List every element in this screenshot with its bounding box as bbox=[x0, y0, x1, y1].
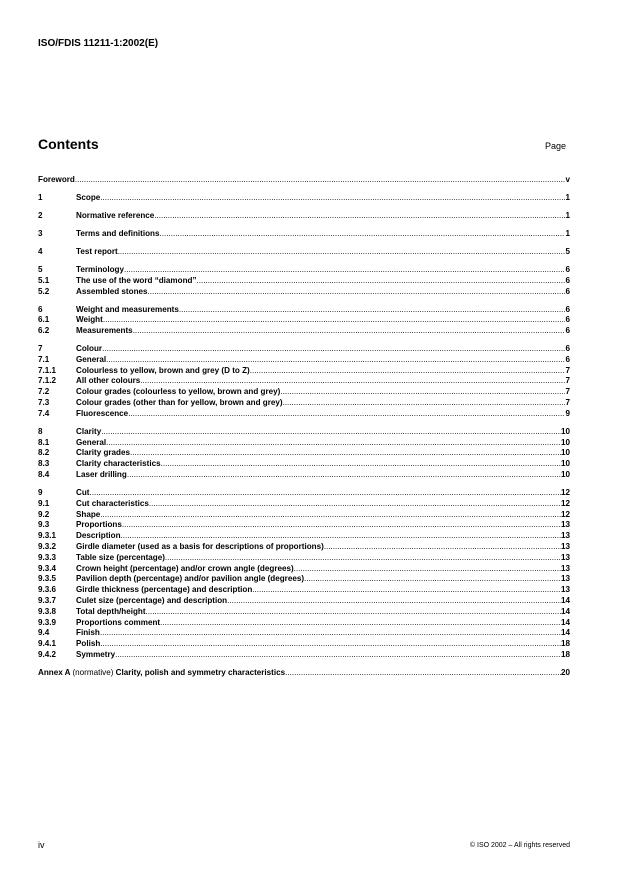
toc-entry[interactable] bbox=[38, 553, 570, 564]
toc-entry[interactable] bbox=[38, 499, 570, 510]
toc-entry-page: v bbox=[565, 175, 570, 184]
toc-entry-number: 9.3.1 bbox=[38, 531, 57, 541]
toc-entry-page: 6 bbox=[565, 286, 570, 296]
toc-entry[interactable] bbox=[38, 564, 570, 575]
leader-dots bbox=[161, 459, 561, 470]
toc-entry-page: 14 bbox=[560, 595, 570, 605]
toc-entry-page: 10 bbox=[560, 459, 570, 469]
leader-dots bbox=[89, 488, 561, 499]
toc-entry[interactable] bbox=[38, 427, 570, 438]
toc-entry-title: Proportions comment bbox=[76, 617, 161, 627]
toc-entry-title: Crown height (percentage) and/or crown angle (degrees) bbox=[76, 563, 294, 573]
toc-entry-title: Finish bbox=[76, 628, 100, 638]
toc-entry[interactable] bbox=[38, 488, 570, 499]
toc-entry-page: 10 bbox=[560, 426, 570, 436]
annex-label: Annex A bbox=[38, 667, 71, 677]
toc-entry-title: Colourless to yellow, brown and grey (D to Z) bbox=[76, 365, 250, 375]
toc-entry[interactable] bbox=[38, 247, 570, 258]
toc-entry-page: 13 bbox=[560, 520, 570, 530]
leader-dots bbox=[102, 344, 565, 355]
toc-entry[interactable] bbox=[38, 542, 570, 553]
toc-entry-number: 9.3.2 bbox=[38, 542, 57, 551]
toc-entry-number: 6.2 bbox=[38, 326, 50, 336]
toc-entry-title: General bbox=[76, 354, 107, 364]
toc-entry-number: 9.4.2 bbox=[38, 649, 57, 659]
toc-entry-page: 12 bbox=[560, 498, 570, 508]
toc-entry-number: 7.3 bbox=[38, 398, 50, 408]
toc-entry-number: 7.1 bbox=[38, 354, 50, 364]
toc-entry-title: Colour grades (colourless to yellow, brown and grey) bbox=[76, 387, 281, 397]
toc-entry-number: 2 bbox=[38, 210, 43, 220]
toc-entry-number: 7.2 bbox=[38, 387, 50, 397]
toc-entry-number: 1 bbox=[38, 192, 43, 202]
toc-entry-title: Table size (percentage) bbox=[76, 552, 165, 562]
toc-entry-title: General bbox=[76, 437, 107, 447]
toc-entry-title: Symmetry bbox=[76, 649, 116, 659]
toc-entry-number: 4 bbox=[38, 246, 43, 256]
toc-entry-page: 12 bbox=[560, 488, 570, 498]
toc-entry-page: 1 bbox=[565, 228, 570, 238]
leader-dots bbox=[127, 470, 561, 481]
toc-entry-title: All other colours bbox=[76, 376, 141, 386]
toc-entry[interactable] bbox=[38, 470, 570, 481]
toc-entry[interactable] bbox=[38, 585, 570, 596]
toc-entry-number: 9.3.9 bbox=[38, 617, 57, 627]
toc-entry-number: 6 bbox=[38, 304, 43, 314]
annex-kind: (normative) bbox=[72, 667, 114, 677]
toc-entry[interactable] bbox=[38, 344, 570, 355]
toc-entry[interactable] bbox=[38, 448, 570, 459]
toc-entry[interactable] bbox=[38, 409, 570, 420]
leader-dots bbox=[121, 531, 561, 542]
toc-entry-number: 9.3.8 bbox=[38, 606, 57, 616]
leader-dots bbox=[100, 193, 565, 204]
toc-entry-title: Polish bbox=[76, 639, 101, 649]
toc-entry-number: 8.1 bbox=[38, 437, 50, 447]
toc-entry-page: 14 bbox=[560, 606, 570, 616]
toc-entry-page: 18 bbox=[560, 649, 570, 659]
toc-entry-number: 9.3.4 bbox=[38, 563, 57, 573]
toc-entry-title: Terminology bbox=[76, 264, 124, 274]
toc-entry-page: 1 bbox=[565, 192, 570, 202]
document-id: ISO/FDIS 11211-1:2002(E) bbox=[38, 38, 159, 49]
leader-dots bbox=[154, 211, 565, 222]
leader-dots bbox=[146, 607, 561, 618]
toc-entry-title: Fluorescence bbox=[76, 408, 129, 418]
toc-entry-number: 5.1 bbox=[38, 275, 50, 285]
toc-entry[interactable] bbox=[38, 650, 570, 661]
leader-dots bbox=[160, 229, 566, 240]
toc-entry-page: 6 bbox=[565, 326, 570, 336]
toc-entry-page: 6 bbox=[565, 354, 570, 364]
toc-entry-page: 13 bbox=[560, 574, 570, 584]
leader-dots bbox=[118, 247, 566, 258]
leader-dots bbox=[140, 376, 565, 387]
toc-entry-title: Cut characteristics bbox=[76, 498, 149, 508]
toc-entry-number: 9.3.6 bbox=[38, 585, 57, 595]
toc-entry[interactable] bbox=[38, 211, 570, 222]
leader-dots bbox=[280, 387, 565, 398]
toc-entry-number: 6.1 bbox=[38, 315, 50, 325]
toc-entry-page: 13 bbox=[560, 552, 570, 562]
toc-entry[interactable] bbox=[38, 607, 570, 618]
toc-entry-title: Cut bbox=[76, 488, 90, 498]
toc-entry-number: 9.3 bbox=[38, 520, 50, 530]
toc-entry-number: 9 bbox=[38, 488, 43, 498]
toc-entry[interactable] bbox=[38, 574, 570, 585]
leader-dots bbox=[304, 574, 561, 585]
toc-entry-title: Measurements bbox=[76, 326, 133, 336]
leader-dots bbox=[179, 305, 566, 316]
toc-entry-number: 9.4 bbox=[38, 628, 50, 638]
annex-title bbox=[38, 668, 285, 679]
toc-entry-number: 9.3.7 bbox=[38, 595, 57, 605]
toc-entry-page: 1 bbox=[565, 210, 570, 220]
toc-entry[interactable] bbox=[38, 315, 570, 326]
toc-entry-number: 8 bbox=[38, 426, 43, 436]
leader-dots bbox=[103, 315, 566, 326]
toc-entry-title: Pavilion depth (percentage) and/or pavilion angle (degrees) bbox=[76, 574, 305, 584]
toc-entry[interactable] bbox=[38, 387, 570, 398]
toc-entry[interactable] bbox=[38, 265, 570, 276]
toc-entry[interactable] bbox=[38, 355, 570, 366]
toc-entry-number: 8.2 bbox=[38, 448, 50, 458]
toc-entry-number: 5.2 bbox=[38, 286, 50, 296]
toc-entry-page: 7 bbox=[565, 387, 570, 397]
toc-entry-title: Colour grades (other than for yellow, brown and grey) bbox=[76, 398, 283, 408]
toc-entry-number: 7.1.2 bbox=[38, 376, 57, 386]
toc-entry[interactable] bbox=[38, 376, 570, 387]
leader-dots bbox=[252, 585, 561, 596]
toc-entry-page: 18 bbox=[560, 639, 570, 649]
toc-entry-page: 5 bbox=[565, 246, 570, 256]
footer-page-number: iv bbox=[38, 840, 45, 850]
toc-entry-page: 6 bbox=[565, 264, 570, 274]
toc-entry-title: Colour bbox=[76, 344, 103, 354]
toc-entry-page: 13 bbox=[560, 542, 570, 551]
toc-entry[interactable] bbox=[38, 596, 570, 607]
toc-entry-title: Shape bbox=[76, 509, 101, 519]
toc-entry[interactable] bbox=[38, 639, 570, 650]
toc-entry-title: Terms and definitions bbox=[76, 228, 160, 238]
leader-dots bbox=[324, 542, 561, 553]
toc-entry-title: Girdle diameter (used as a basis for descriptions of proportions) bbox=[76, 542, 324, 551]
toc-entry-page: 13 bbox=[560, 531, 570, 541]
toc-entry[interactable] bbox=[38, 438, 570, 449]
toc-entry-title: Weight bbox=[76, 315, 103, 325]
leader-dots bbox=[100, 628, 561, 639]
toc-entry-annex-a[interactable] bbox=[38, 668, 570, 679]
toc-entry-number: 8.3 bbox=[38, 459, 50, 469]
toc-entry-title: Total depth/height bbox=[76, 606, 146, 616]
toc-entry[interactable] bbox=[38, 628, 570, 639]
toc-entry-title: Normative reference bbox=[76, 210, 155, 220]
leader-dots bbox=[227, 596, 561, 607]
toc-entry[interactable] bbox=[38, 366, 570, 377]
toc-entry-page: 7 bbox=[565, 376, 570, 386]
leader-dots bbox=[128, 409, 565, 420]
toc-entry[interactable] bbox=[38, 193, 570, 204]
toc-entry-title: Scope bbox=[76, 192, 101, 202]
toc-entry-page: 9 bbox=[565, 408, 570, 418]
toc-entry-page: 14 bbox=[560, 628, 570, 638]
toc-entry-number: 5 bbox=[38, 264, 43, 274]
toc-entry-page: 10 bbox=[560, 448, 570, 458]
toc-entry-title: Description bbox=[76, 531, 121, 541]
toc-entry-title: Clarity bbox=[76, 426, 102, 436]
leader-dots bbox=[133, 326, 566, 337]
toc-entry-page: 7 bbox=[565, 398, 570, 408]
toc-entry-title: Laser drilling bbox=[76, 470, 127, 480]
toc-entry-page: 10 bbox=[560, 470, 570, 480]
toc-entry-title: Girdle thickness (percentage) and description bbox=[76, 585, 253, 595]
toc-entry-title: Clarity characteristics bbox=[76, 459, 161, 469]
toc-entry[interactable] bbox=[38, 398, 570, 409]
toc-entry-page: 6 bbox=[565, 304, 570, 314]
toc-entry-number: 3 bbox=[38, 228, 43, 238]
toc-entry-title: Weight and measurements bbox=[76, 304, 179, 314]
toc-entry-title: Proportions bbox=[76, 520, 122, 530]
toc-entry-title: Foreword bbox=[38, 175, 75, 184]
leader-dots bbox=[124, 265, 566, 276]
toc-entry-title: Clarity grades bbox=[76, 448, 130, 458]
toc-entry-number: 7 bbox=[38, 344, 43, 354]
leader-dots bbox=[148, 287, 566, 298]
annex-page: 20 bbox=[560, 667, 570, 677]
toc-entry[interactable] bbox=[38, 531, 570, 542]
leader-dots bbox=[106, 438, 561, 449]
toc-entry-page: 7 bbox=[565, 365, 570, 375]
toc-entry[interactable] bbox=[38, 175, 570, 186]
toc-entry-page: 6 bbox=[565, 315, 570, 325]
toc-entry[interactable] bbox=[38, 520, 570, 531]
leader-dots bbox=[100, 639, 561, 650]
leader-dots bbox=[160, 618, 561, 629]
footer-copyright: © ISO 2002 – All rights reserved bbox=[469, 842, 570, 849]
leader-dots bbox=[165, 553, 561, 564]
toc-entry-page: 14 bbox=[560, 617, 570, 627]
toc-entry-number: 9.3.5 bbox=[38, 574, 57, 584]
annex-name: Clarity, polish and symmetry characteristics bbox=[115, 667, 286, 677]
toc-entry-title: Culet size (percentage) and description bbox=[76, 595, 228, 605]
toc-entry[interactable] bbox=[38, 618, 570, 629]
toc-entry[interactable] bbox=[38, 326, 570, 337]
toc-entry-page: 12 bbox=[560, 509, 570, 519]
toc-entry-title: Assembled stones bbox=[76, 286, 148, 296]
toc-entry[interactable] bbox=[38, 229, 570, 240]
toc-entry[interactable] bbox=[38, 276, 570, 287]
toc-entry-number: 9.1 bbox=[38, 498, 50, 508]
leader-dots bbox=[101, 427, 561, 438]
toc-entry-number: 7.4 bbox=[38, 408, 50, 418]
leader-dots bbox=[294, 564, 561, 575]
toc-entry[interactable] bbox=[38, 305, 570, 316]
leader-dots bbox=[197, 276, 566, 287]
toc-entry-page: 10 bbox=[560, 437, 570, 447]
toc-entry[interactable] bbox=[38, 510, 570, 521]
toc-entry-number: 9.3.3 bbox=[38, 552, 57, 562]
toc-entry-number: 9.2 bbox=[38, 509, 50, 519]
leader-dots bbox=[75, 175, 566, 186]
toc-entry-page: 13 bbox=[560, 585, 570, 595]
leader-dots bbox=[285, 668, 561, 679]
contents-title: Contents bbox=[38, 136, 99, 152]
toc-entry-page: 13 bbox=[560, 563, 570, 573]
leader-dots bbox=[100, 510, 561, 521]
toc-entry-number: 8.4 bbox=[38, 470, 50, 480]
toc-entry-number: 7.1.1 bbox=[38, 365, 57, 375]
leader-dots bbox=[130, 448, 561, 459]
toc-entry-title: Test report bbox=[76, 246, 118, 256]
toc-entry[interactable] bbox=[38, 287, 570, 298]
leader-dots bbox=[122, 520, 561, 531]
toc-entry-number: 9.4.1 bbox=[38, 639, 57, 649]
leader-dots bbox=[283, 398, 566, 409]
page-column-label: Page bbox=[545, 141, 567, 151]
toc-entry[interactable] bbox=[38, 459, 570, 470]
toc-entry-page: 6 bbox=[565, 344, 570, 354]
table-of-contents bbox=[38, 175, 570, 679]
leader-dots bbox=[250, 366, 566, 377]
toc-entry-page: 6 bbox=[565, 275, 570, 285]
toc-entry-title: The use of the word “diamond” bbox=[76, 275, 197, 285]
leader-dots bbox=[149, 499, 561, 510]
leader-dots bbox=[115, 650, 561, 661]
leader-dots bbox=[106, 355, 565, 366]
